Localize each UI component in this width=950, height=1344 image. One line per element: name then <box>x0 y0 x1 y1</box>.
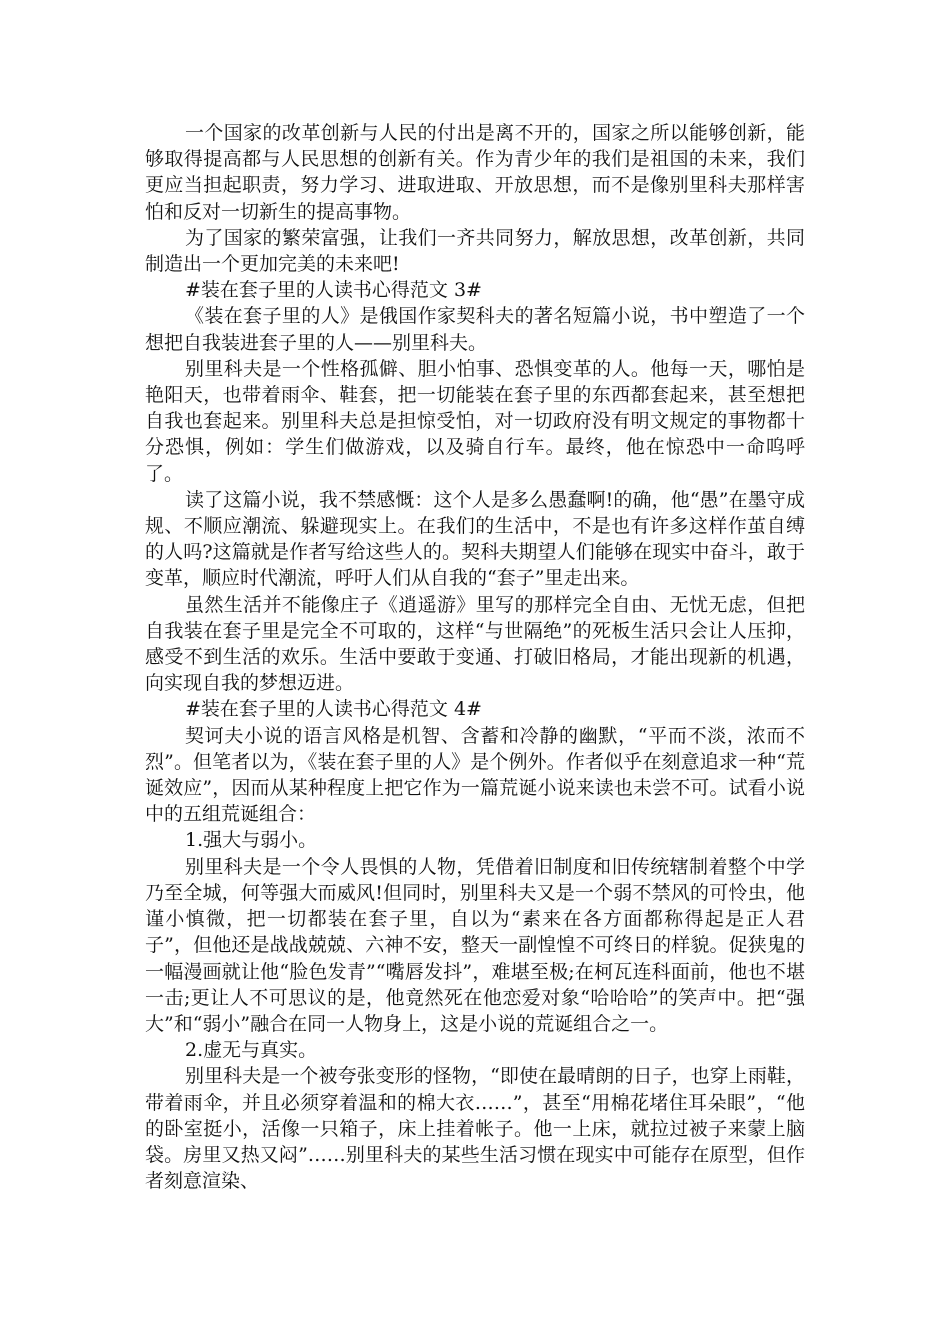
section-heading-3: #装在套子里的人读书心得范文 3# <box>185 279 482 302</box>
paragraph-prosperity: 为了国家的繁荣富强，让我们一齐共同努力，解放思想，改革创新，共同制造出一个更加完美的未来吧! <box>145 226 805 276</box>
paragraph-void-real: 别里科夫是一个被夸张变形的怪物，“即使在最晴朗的日子，也穿上雨鞋，带着雨伞，并且必须穿着温和的棉大衣……”，甚至“用棉花堵住耳朵眼”，“他的卧室挺小，活像一只箱子，床上挂着帐子。他一上床，就拉过被子来蒙上脑袋。房里又热又闷”……别里科夫的某些生活习惯在现实中可能存在原型，但作者刻意渲染、 <box>145 1065 805 1193</box>
paragraph-life: 虽然生活并不能像庄子《逍遥游》里写的那样完全自由、无忧无虑，但把自我装在套子里是完全不可取的，这样“与世隔绝”的死板生活只会让人压抑，感受不到生活的欢乐。生活中要敢于变通、打破旧格局，才能出现新的机遇，向实现自我的梦想迈进。 <box>145 593 805 695</box>
document-page <box>145 120 805 1194</box>
paragraph-reflection: 读了这篇小说，我不禁感慨：这个人是多么愚蠢啊!的确，他“愚”在墨守成规、不顺应潮流、躲避现实上。在我们的生活中，不是也有许多这样作茧自缚的人吗?这篇就是作者写给这些人的。契科夫期望人们能够在现实中奋斗，敢于变革，顺应时代潮流，呼吁人们从自我的“套子”里走出来。 <box>145 488 805 590</box>
paragraph-intro-3: 《装在套子里的人》是俄国作家契科夫的著名短篇小说，书中塑造了一个想把自我装进套子里的人——别里科夫。 <box>145 305 805 354</box>
paragraph-belikov: 别里科夫是一个性格孤僻、胆小怕事、恐惧变革的人。他每一天，哪怕是艳阳天，也带着雨伞、鞋套，把一切能装在套子里的东西都套起来，甚至想把自我也套起来。别里科夫总是担惊受怕，对一切政府没有明文规定的事物都十分恐惧，例如：学生们做游戏，以及骑自行车。最终，他在惊恐中一命呜呼了。 <box>145 357 805 485</box>
section-heading-4: #装在套子里的人读书心得范文 4# <box>185 698 482 721</box>
paragraph-reform: 一个国家的改革创新与人民的付出是离不开的，国家之所以能够创新，能够取得提高都与人民思想的创新有关。作为青少年的我们是祖国的未来，我们更应当担起职责，努力学习、进取进取、开放思想，而不是像别里科夫那样害怕和反对一切新生的提高事物。 <box>145 122 805 223</box>
paragraph-strong-weak: 别里科夫是一个令人畏惧的人物，凭借着旧制度和旧传统辖制着整个中学乃至全城，何等强大而威风!但同时，别里科夫又是一个弱不禁风的可怜虫，他谨小慎微，把一切都装在套子里，自以为“素来在各方面都称得起是正人君子”，但他还是战战兢兢、六神不安，整天一副惶惶不可终日的样貌。促狭鬼的一幅漫画就让他“脸色发青”“嘴唇发抖”，难堪至极;在柯瓦连科面前，他也不堪一击;更让人不可思议的是，他竟然死在他恋爱对象“哈哈哈”的笑声中。把“强大”和“弱小”融合在同一人物身上，这是小说的荒诞组合之一。 <box>145 855 805 1035</box>
subheading-strong-weak: 1.强大与弱小。 <box>185 829 318 852</box>
subheading-void-real: 2.虚无与真实。 <box>185 1039 318 1062</box>
paragraph-style: 契诃夫小说的语言风格是机智、含蓄和冷静的幽默，“平而不淡，浓而不烈”。但笔者以为，《装在套子里的人》是个例外。作者似乎在刻意追求一种“荒诞效应”，因而从某种程度上把它作为一篇荒诞小说来读也未尝不可。试看小说中的五组荒诞组合： <box>145 724 805 826</box>
